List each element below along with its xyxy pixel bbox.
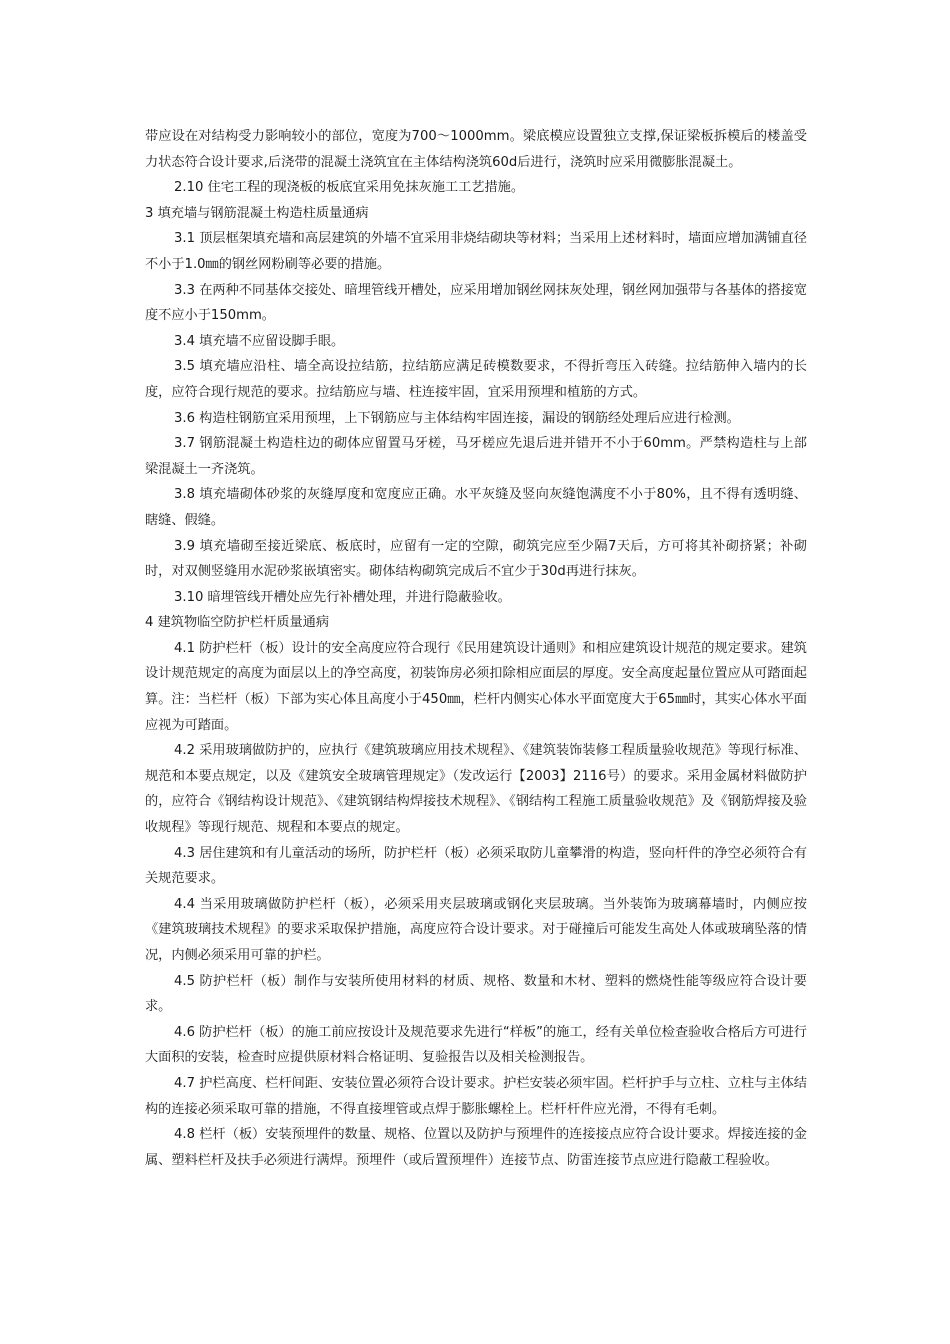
section-heading-4: 4 建筑物临空防护栏杆质量通病 — [145, 615, 330, 631]
paragraph-3-5: 3.5 填充墙应沿柱、墙全高设拉结筋，拉结筋应满足砖模数要求，不得折弯压入砖缝。拉结筋伸入墙内的长度，应符合现行规范的要求。拉结筋应与墙、柱连接牢固，宜采用预埋和植筋的方式。 — [145, 359, 807, 400]
paragraph-4-8: 4.8 栏杆（板）安装预埋件的数量、规格、位置以及防护与预埋件的连接接点应符合设计要求。焊接连接的金属、塑料栏杆及扶手必须进行满焊。预埋件（或后置预埋件）连接节点、防雷连接节点应进行隐蔽工程验收。 — [145, 1127, 807, 1168]
paragraph-3-6: 3.6 构造柱钢筋宜采用预埋，上下钢筋应与主体结构牢固连接，漏设的钢筋经处理后应进行检测。 — [174, 410, 740, 426]
paragraph-4-2: 4.2 采用玻璃做防护的，应执行《建筑玻璃应用技术规程》、《建筑装饰装修工程质量验收规范》等现行标准、规范和本要点规定，以及《建筑安全玻璃管理规定》（发改运行【2003】2116号）的要求。采用金属材料做防护的，应符合《钢结构设计规范》、《建筑钢结构焊接技术规程》、《钢结构工程施工质量验收规范》及《钢筋焊接及验收规程》等现行规范、规程和本要点的规定。 — [145, 743, 807, 836]
paragraph-4-6: 4.6 防护栏杆（板）的施工前应按设计及规范要求先进行“样板”的施工，经有关单位检查验收合格后方可进行大面积的安装，检查时应提供原材料合格证明、复验报告以及相关检测报告。 — [145, 1024, 807, 1066]
paragraph-3-3: 3.3 在两种不同基体交接处、暗埋管线开槽处，应采用增加钢丝网抹灰处理，钢丝网加强带与各基体的搭接宽度不应小于150mm。 — [145, 282, 807, 324]
paragraph-3-1: 3.1 顶层框架填充墙和高层建筑的外墙不宜采用非烧结砌块等材料；当采用上述材料时，墙面应增加满铺直径不小于1.0㎜的钢丝网粉刷等必要的措施。 — [145, 231, 807, 272]
paragraph-4-3: 4.3 居住建筑和有儿童活动的场所，防护栏杆（板）必须采取防儿童攀滑的构造，竖向杆件的净空必须符合有关规范要求。 — [145, 845, 807, 887]
section-heading-3: 3 填充墙与钢筋混凝土构造柱质量通病 — [145, 205, 369, 221]
paragraph-3-10: 3.10 暗埋管线开槽处应先行补槽处理，并进行隐蔽验收。 — [174, 589, 511, 605]
paragraph-2-10: 2.10 住宅工程的现浇板的板底宜采用免抹灰施工工艺措施。 — [174, 180, 525, 196]
paragraph-4-7: 4.7 护栏高度、栏杆间距、安装位置必须符合设计要求。护栏安装必须牢固。栏杆护手与立柱、立柱与主体结构的连接必须采取可靠的措施，不得直接埋管或点焊于膨胀螺栓上。栏杆杆件应光滑，不得有毛刺。 — [145, 1075, 807, 1117]
document-body — [145, 124, 807, 1173]
paragraph-4-1: 4.1 防护栏杆（板）设计的安全高度应符合现行《民用建筑设计通则》和相应建筑设计规范的规定要求。建筑设计规范规定的高度为面层以上的净空高度，初装饰房必须扣除相应面层的厚度。安全高度起量位置应从可踏面起算。注：当栏杆（板）下部为实心体且高度小于450㎜，栏杆内侧实心体水平面宽度大于65㎜时，其实心体水平面应视为可踏面。 — [145, 640, 807, 733]
paragraph-3-8: 3.8 填充墙砌体砂浆的灰缝厚度和宽度应正确。水平灰缝及竖向灰缝饱满度不小于80%，且不得有透明缝、瞎缝、假缝。 — [145, 487, 807, 528]
paragraph-3-7: 3.7 钢筋混凝土构造柱边的砌体应留置马牙槎，马牙槎应先退后进并错开不小于60mm。严禁构造柱与上部梁混凝土一齐浇筑。 — [145, 436, 807, 477]
paragraph-4-4: 4.4 当采用玻璃做防护栏杆（板），必须采用夹层玻璃或钢化夹层玻璃。当外装饰为玻璃幕墙时，内侧应按《建筑玻璃技术规程》的要求采取保护措施，高度应符合设计要求。对于碰撞后可能发生高处人体或玻璃坠落的情况，内侧必须采用可靠的护栏。 — [145, 896, 807, 963]
paragraph-continued: 带应设在对结构受力影响较小的部位，宽度为700～1000mm。梁底模应设置独立支撑,保证梁板拆模后的楼盖受力状态符合设计要求,后浇带的混凝土浇筑宜在主体结构浇筑60d后进行，浇筑时应采用微膨胀混凝土。 — [145, 129, 807, 170]
paragraph-3-4: 3.4 填充墙不应留设脚手眼。 — [174, 333, 345, 349]
paragraph-3-9: 3.9 填充墙砌至接近梁底、板底时，应留有一定的空隙，砌筑完应至少隔7天后，方可将其补砌挤紧；补砌时，对双侧竖缝用水泥砂浆嵌填密实。砌体结构砌筑完成后不宜少于30d再进行抹灰。 — [145, 538, 807, 580]
paragraph-4-5: 4.5 防护栏杆（板）制作与安装所使用材料的材质、规格、数量和木材、塑料的燃烧性能等级应符合设计要求。 — [145, 973, 807, 1015]
